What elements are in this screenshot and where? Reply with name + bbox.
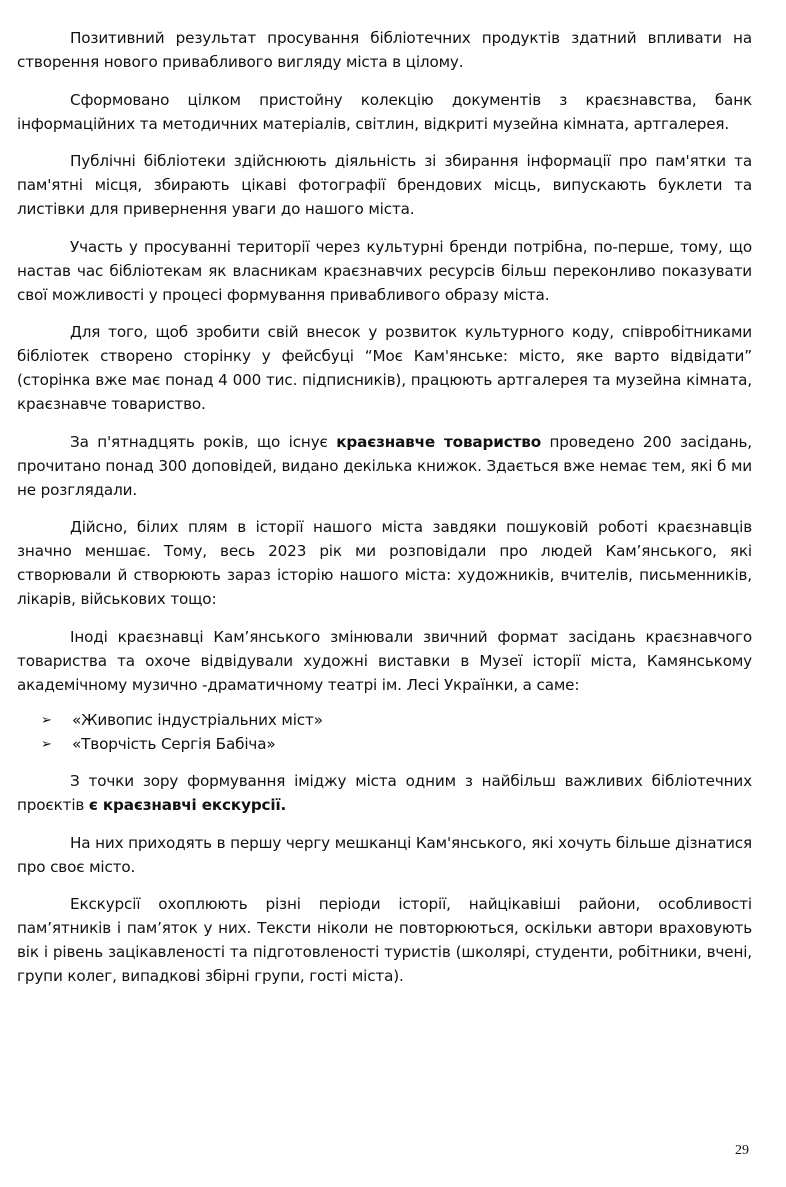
- list-item-text: «Живопис індустріальних міст»: [72, 711, 323, 729]
- paragraph-9-text: З точки зору формування іміджу міста одним з найбільш важливих бібліотечних проєктів: [17, 772, 752, 814]
- paragraph-1: Позитивний результат просування бібліотечних продуктів здатний впливати на створення нового привабливого вигляду міста в цілому.: [17, 29, 752, 71]
- list-item: [17, 709, 752, 733]
- paragraph-5: Для того, щоб зробити свій внесок у розвиток культурного коду, співробітниками бібліотек створено сторінку у фейсбуці “Моє Кам'янське: місто, яке варто відвідати” (сторінка вже має понад 4 000 тис. підписників), працюють артгалерея та музейна кімната, краєзнавче товариство.: [17, 323, 752, 413]
- paragraph-10: На них приходять в першу чергу мешканці Кам'янського, які хочуть більше дізнатися про своє місто.: [17, 833, 752, 876]
- paragraph-11: Екскурсії охоплюють різні періоди історії, найцікавіші райони, особливості пам’ятників і пам’яток у них. Тексти ніколи не повторюються, оскільки автори враховують вік і рівень зацікавленості та підготовленості туристів (школярі, студенти, робітники, вчені, групи колег, випадкові збірні групи, гості міста).: [17, 895, 752, 985]
- list-item: [17, 733, 752, 757]
- paragraph-9-bold: є краєзнавчі екскурсії.: [88, 796, 287, 814]
- arrowhead-bullet-icon: ➢: [41, 736, 52, 752]
- paragraph-2: Сформовано цілком пристойну колекцію документів з краєзнавства, банк інформаційних та методичних матеріалів, світлин, відкриті музейна кімната, артгалерея.: [17, 90, 752, 133]
- page-number: 29: [735, 1143, 749, 1158]
- paragraph-9: [17, 769, 752, 817]
- paragraph-7: Дійсно, білих плям в історії нашого міста завдяки пошуковій роботі краєзнавців значно меншає. Тому, весь 2023 рік ми розповідали про людей Кам’янського, які створювали й створюють зараз історію нашого міста: художників, вчителів, письменників, лікарів, військових тощо:: [17, 518, 752, 608]
- paragraph-6-bold: краєзнавче товариство: [336, 432, 541, 451]
- paragraph-6-text-end: проведено 200 засідань, прочитано понад 300 доповідей, видано декілька книжок. Здається вже немає тем, які б ми не розглядали.: [17, 432, 752, 499]
- exhibition-list: [17, 709, 752, 756]
- paragraph-6-text: За п'ятнадцять років, що існує: [70, 432, 337, 451]
- list-item-text: «Творчість Сергія Бабіча»: [72, 734, 276, 753]
- arrowhead-bullet-icon: ➢: [41, 713, 52, 728]
- paragraph-8: Іноді краєзнавці Кам’янського змінювали звичний формат засідань краєзнавчого товариства та охоче відвідували художні виставки в Музеї історії міста, Камянському академічному музично -драматичному театрі ім. Лесі Українки, а саме:: [17, 627, 752, 694]
- document-page: [17, 26, 752, 1002]
- paragraph-3: Публічні бібліотеки здійснюють діяльність зі збирання інформації про пам'ятки та пам'ятні місця, збирають цікаві фотографії брендових місць, випускають буклети та листівки для привернення уваги до нашого міста.: [17, 152, 752, 218]
- paragraph-6: [17, 430, 752, 502]
- paragraph-4: Участь у просуванні території через культурні бренди потрібна, по-перше, тому, що настав час бібліотекам як власникам краєзнавчих ресурсів більш переконливо показувати свої можливості у процесі формування привабливого образу міста.: [17, 237, 752, 304]
